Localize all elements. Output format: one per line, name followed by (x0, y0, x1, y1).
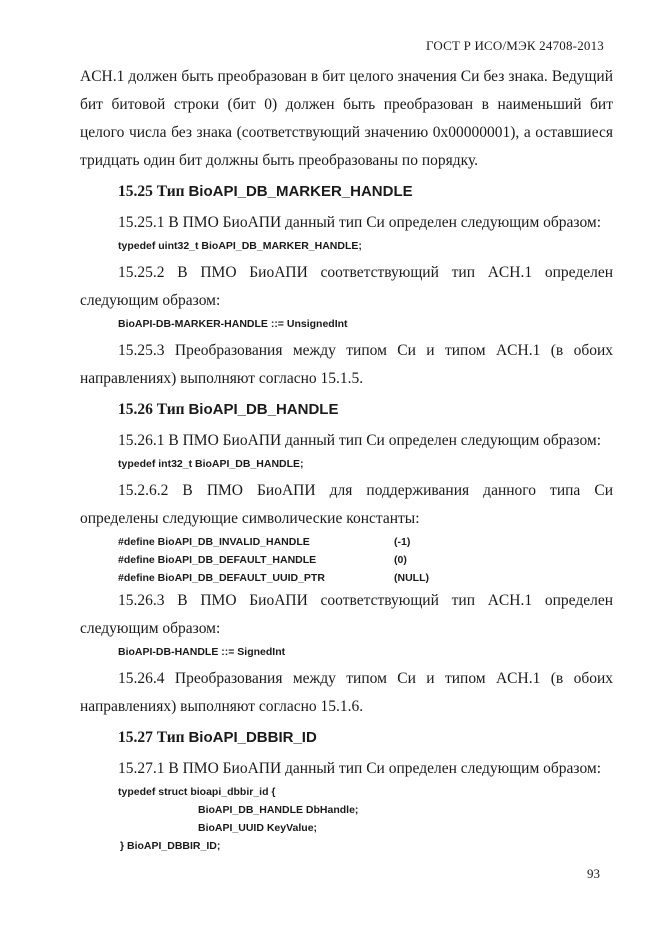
heading-number: 15.26 Тип (118, 401, 189, 418)
struct-definition (80, 783, 613, 855)
define-name: #define BioAPI_DB_DEFAULT_UUID_PTR (118, 572, 325, 584)
define-name: #define BioAPI_DB_INVALID_HANDLE (118, 536, 310, 548)
struct-field-key-value: BioAPI_UUID KeyValue; (198, 822, 318, 834)
section-heading-15-27 (80, 721, 613, 755)
paragraph-15-26-3: 15.26.3 В ПМО БиоАПИ соответствующий тип ACH.1 определен следующим образом: (80, 592, 613, 637)
heading-number: 15.27 Тип (118, 729, 189, 746)
code-15-26-3: BioAPI-DB-HANDLE ::= SignedInt (118, 646, 286, 658)
paragraph-15-26-2: 15.2.6.2 В ПМО БиоАПИ для поддерживания данного типа Си определены следующие символические константы: (80, 482, 613, 527)
define-list (80, 533, 613, 587)
heading-type-name: BioAPI_DB_HANDLE (188, 401, 339, 418)
define-name: #define BioAPI_DB_DEFAULT_HANDLE (118, 554, 317, 566)
code-15-25-1: typedef uint32_t BioAPI_DB_MARKER_HANDLE; (118, 240, 362, 252)
heading-type-name: BioAPI_DBBIR_ID (188, 729, 317, 746)
struct-field-db-handle: BioAPI_DB_HANDLE DbHandle; (198, 804, 359, 816)
page-content (80, 63, 613, 855)
struct-close: } BioAPI_DBBIR_ID; (120, 840, 221, 852)
paragraph-15-26-1: 15.26.1 В ПМО БиоАПИ данный тип Си определен следующим образом: (118, 432, 602, 449)
paragraph-15-25-2: 15.25.2 В ПМО БиоАПИ соответствующий тип ACH.1 определен следующим образом: (80, 264, 613, 309)
document-header: ГОСТ Р ИСО/МЭК 24708-2013 (425, 38, 604, 53)
section-heading-15-25 (80, 175, 613, 209)
paragraph-15-26-4: 15.26.4 Преобразования между типом Си и типом ACH.1 (в обоих направлениях) выполняют согласно 15.1.6. (80, 670, 613, 715)
struct-open: typedef struct bioapi_dbbir_id { (118, 786, 276, 798)
section-heading-15-26 (80, 393, 613, 427)
page-number: 93 (587, 866, 600, 881)
paragraph-continuation: ACH.1 должен быть преобразован в бит целого значения Си без знака. Ведущий бит битовой строки (бит 0) должен быть преобразован в наименьший бит целого числа без знака (соответствующий значению 0x00000001), а оставшиеся тридцать один бит должны быть преобразованы по порядку. (80, 68, 613, 169)
heading-number: 15.25 Тип (118, 183, 189, 200)
define-row (118, 569, 613, 587)
define-value: (-1) (394, 536, 411, 548)
heading-type-name: BioAPI_DB_MARKER_HANDLE (188, 183, 413, 200)
paragraph-15-25-1: 15.25.1 В ПМО БиоАПИ данный тип Си определен следующим образом: (118, 214, 602, 231)
code-15-25-2: BioAPI-DB-MARKER-HANDLE ::= UnsignedInt (118, 318, 348, 330)
define-row (118, 533, 613, 551)
code-15-26-1: typedef int32_t BioAPI_DB_HANDLE; (118, 458, 304, 470)
define-value: (0) (394, 554, 407, 566)
define-value: (NULL) (394, 572, 429, 584)
define-row (118, 551, 613, 569)
paragraph-15-25-3: 15.25.3 Преобразования между типом Си и типом ACH.1 (в обоих направлениях) выполняют согласно 15.1.5. (80, 342, 613, 387)
paragraph-15-27-1: 15.27.1 В ПМО БиоАПИ данный тип Си определен следующим образом: (118, 760, 602, 777)
